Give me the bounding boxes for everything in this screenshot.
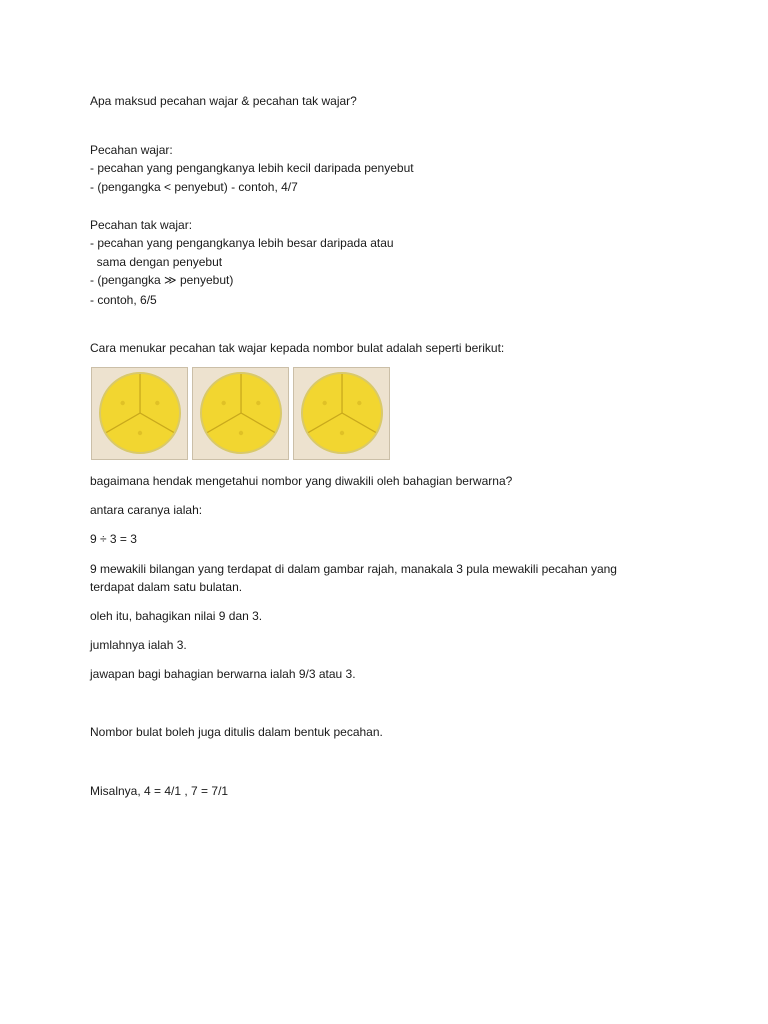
body-line: jawapan bagi bahagian berwarna ialah 9/3 atau 3. [90,667,356,681]
improper-fraction-line: - (pengangka ≫ penyebut) [90,273,234,287]
improper-fraction-line: - contoh, 6/5 [90,293,157,307]
body-line: bagaimana hendak mengetahui nombor yang diwakili oleh bahagian berwarna? [90,474,513,488]
fraction-circle-icon [294,367,389,460]
body-line: Nombor bulat boleh juga ditulis dalam bentuk pecahan. [90,725,383,739]
fraction-circle-tile [91,367,188,460]
question-heading: Apa maksud pecahan wajar & pecahan tak wajar? [90,94,357,108]
proper-fraction-line: - (pengangka < penyebut) - contoh, 4/7 [90,180,298,194]
slice-dot [239,431,243,435]
body-line: jumlahnya ialah 3. [90,638,187,652]
equation-line: 9 ÷ 3 = 3 [90,532,137,546]
slice-dot [256,401,260,405]
improper-fraction-line: - pecahan yang pengangkanya lebih besar daripada atau [90,236,394,250]
body-line: terdapat dalam satu bulatan. [90,580,243,594]
body-line: Misalnya, 4 = 4/1 , 7 = 7/1 [90,784,229,798]
slice-dot [120,401,124,405]
fraction-circles-figure [91,367,390,460]
body-line: 9 mewakili bilangan yang terdapat di dalam gambar rajah, manakala 3 pula mewakili pecahan yang [90,562,617,576]
slice-dot [155,401,159,405]
improper-fraction-line: sama dengan penyebut [90,255,223,269]
fraction-circle-tile [192,367,289,460]
slice-dot [221,401,225,405]
conversion-intro: Cara menukar pecahan tak wajar kepada nombor bulat adalah seperti berikut: [90,341,505,355]
body-line: antara caranya ialah: [90,503,203,517]
document-page [90,0,710,1024]
slice-dot [322,401,326,405]
body-line: oleh itu, bahagikan nilai 9 dan 3. [90,609,263,623]
improper-fraction-heading: Pecahan tak wajar: [90,218,193,232]
proper-fraction-line: - pecahan yang pengangkanya lebih kecil daripada penyebut [90,161,414,175]
fraction-circle-tile [293,367,390,460]
slice-dot [138,431,142,435]
slice-dot [357,401,361,405]
slice-dot [340,431,344,435]
fraction-circle-icon [193,367,288,460]
proper-fraction-heading: Pecahan wajar: [90,143,173,157]
fraction-circle-icon [92,367,187,460]
